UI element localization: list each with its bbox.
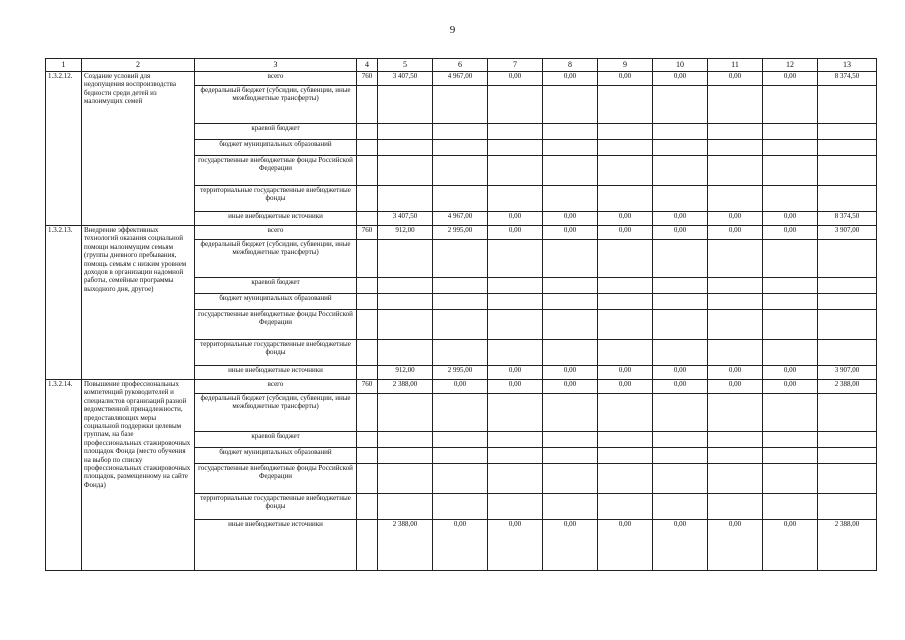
amount-cell [598,240,653,278]
table-body [46,72,877,571]
amount-cell: 912,00 [378,366,433,380]
amount-cell [433,294,488,310]
amount-cell [763,294,818,310]
amount-cell [488,464,543,494]
amount-cell [488,394,543,432]
amount-cell [433,394,488,432]
amount-cell [598,140,653,156]
column-4-code: 760 [357,380,378,394]
amount-cell [763,394,818,432]
amount-cell [378,464,433,494]
amount-cell [378,86,433,124]
funding-source: федеральный бюджет (субсидии, субвенции, иные межбюджетные трансферты) [195,240,357,278]
amount-cell [598,294,653,310]
amount-cell [653,340,708,366]
amount-cell: 0,00 [598,366,653,380]
amount-cell: 2 995,00 [433,366,488,380]
column-4-code [357,86,378,124]
funding-source: федеральный бюджет (субсидии, субвенции, иные межбюджетные трансферты) [195,394,357,432]
column-4-code [357,340,378,366]
amount-cell: 3 907,00 [818,226,877,240]
column-header: 8 [543,59,598,72]
amount-cell [378,432,433,448]
amount-cell [653,140,708,156]
amount-cell: 0,00 [543,520,598,571]
amount-cell: 0,00 [598,226,653,240]
table-row [46,72,877,86]
amount-cell [598,448,653,464]
amount-cell [653,394,708,432]
column-4-code [357,124,378,140]
amount-cell [543,394,598,432]
amount-cell: 0,00 [763,212,818,226]
amount-cell: 3 907,00 [818,366,877,380]
amount-cell [543,278,598,294]
column-header: 7 [488,59,543,72]
amount-cell: 0,00 [653,366,708,380]
amount-cell [433,124,488,140]
column-header: 6 [433,59,488,72]
item-code: 1.3.2.12. [46,72,82,226]
column-4-code [357,186,378,212]
budget-table [45,58,877,571]
amount-cell [763,432,818,448]
amount-cell [653,448,708,464]
column-4-code [357,140,378,156]
column-4-code: 760 [357,226,378,240]
column-4-code [357,240,378,278]
amount-cell [598,86,653,124]
amount-cell [433,186,488,212]
amount-cell [543,448,598,464]
funding-source: бюджет муниципальных образований [195,448,357,464]
amount-cell [818,432,877,448]
amount-cell [488,448,543,464]
column-4-code: 760 [357,72,378,86]
amount-cell [543,124,598,140]
page-number: 9 [449,24,456,36]
amount-cell [653,310,708,340]
amount-cell [543,494,598,520]
column-4-code [357,156,378,186]
funding-source: бюджет муниципальных образований [195,294,357,310]
amount-cell [378,156,433,186]
amount-cell [708,294,763,310]
column-header: 9 [598,59,653,72]
amount-cell: 0,00 [488,72,543,86]
amount-cell [653,240,708,278]
amount-cell [433,86,488,124]
amount-cell [598,156,653,186]
amount-cell [653,156,708,186]
amount-cell [818,156,877,186]
amount-cell [598,494,653,520]
amount-cell [708,310,763,340]
column-4-code [357,432,378,448]
amount-cell [708,124,763,140]
amount-cell [708,340,763,366]
amount-cell [653,464,708,494]
amount-cell: 0,00 [598,212,653,226]
amount-cell: 0,00 [708,226,763,240]
amount-cell: 3 407,50 [378,212,433,226]
amount-cell [708,464,763,494]
amount-cell: 0,00 [543,72,598,86]
amount-cell [598,310,653,340]
amount-cell [653,278,708,294]
amount-cell [708,186,763,212]
amount-cell: 0,00 [488,366,543,380]
amount-cell [818,186,877,212]
amount-cell [433,340,488,366]
amount-cell: 0,00 [598,72,653,86]
funding-source: территориальные государственные внебюджетные фонды [195,340,357,366]
amount-cell [763,186,818,212]
amount-cell [378,240,433,278]
amount-cell: 0,00 [763,226,818,240]
amount-cell: 2 388,00 [378,520,433,571]
amount-cell [708,140,763,156]
funding-source: государственные внебюджетные фонды Российской Федерации [195,464,357,494]
amount-cell [378,494,433,520]
amount-cell [378,394,433,432]
amount-cell [378,124,433,140]
amount-cell [488,294,543,310]
amount-cell [763,140,818,156]
amount-cell [433,310,488,340]
column-header: 12 [763,59,818,72]
amount-cell: 0,00 [543,226,598,240]
amount-cell [598,278,653,294]
amount-cell: 0,00 [543,380,598,394]
amount-cell [818,448,877,464]
amount-cell [433,464,488,494]
amount-cell: 3 407,50 [378,72,433,86]
column-header: 2 [82,59,195,72]
amount-cell [488,240,543,278]
column-header: 10 [653,59,708,72]
amount-cell [653,294,708,310]
amount-cell: 912,00 [378,226,433,240]
amount-cell [543,240,598,278]
amount-cell: 0,00 [763,366,818,380]
amount-cell [488,432,543,448]
amount-cell: 0,00 [708,520,763,571]
column-header: 3 [195,59,357,72]
amount-cell [818,140,877,156]
amount-cell [653,186,708,212]
amount-cell [818,294,877,310]
amount-cell: 0,00 [653,226,708,240]
item-code: 1.3.2.14. [46,380,82,571]
amount-cell [378,140,433,156]
amount-cell [378,310,433,340]
column-header: 4 [357,59,378,72]
amount-cell: 8 374,50 [818,212,877,226]
amount-cell: 0,00 [763,380,818,394]
funding-source: иные внебюджетные источники [195,366,357,380]
amount-cell [818,464,877,494]
column-4-code [357,278,378,294]
funding-source: государственные внебюджетные фонды Российской Федерации [195,156,357,186]
funding-source: государственные внебюджетные фонды Российской Федерации [195,310,357,340]
amount-cell [653,494,708,520]
item-name: Создание условий для недопущения воспроизводства бедности среди детей из малоимущих семей [82,72,195,226]
amount-cell: 0,00 [653,212,708,226]
amount-cell [598,340,653,366]
amount-cell [653,124,708,140]
amount-cell [488,310,543,340]
amount-cell [598,432,653,448]
funding-source: территориальные государственные внебюджетные фонды [195,494,357,520]
amount-cell: 0,00 [653,72,708,86]
funding-source: всего [195,226,357,240]
funding-source: всего [195,72,357,86]
amount-cell [818,394,877,432]
amount-cell: 0,00 [543,366,598,380]
amount-cell [433,432,488,448]
header-row [46,59,877,72]
amount-cell [598,394,653,432]
funding-source: краевой бюджет [195,432,357,448]
column-header: 13 [818,59,877,72]
amount-cell [488,156,543,186]
column-header: 11 [708,59,763,72]
amount-cell: 0,00 [653,380,708,394]
amount-cell [818,240,877,278]
amount-cell [543,156,598,186]
amount-cell [708,494,763,520]
amount-cell [488,140,543,156]
amount-cell: 0,00 [488,212,543,226]
amount-cell [488,124,543,140]
amount-cell: 2 995,00 [433,226,488,240]
funding-source: иные внебюджетные источники [195,520,357,571]
amount-cell [653,86,708,124]
amount-cell [708,240,763,278]
amount-cell [378,340,433,366]
amount-cell: 0,00 [543,212,598,226]
amount-cell [763,156,818,186]
amount-cell [708,156,763,186]
amount-cell: 0,00 [763,520,818,571]
amount-cell [543,186,598,212]
amount-cell: 2 388,00 [818,380,877,394]
funding-source: федеральный бюджет (субсидии, субвенции, иные межбюджетные трансферты) [195,86,357,124]
amount-cell: 8 374,50 [818,72,877,86]
amount-cell [763,278,818,294]
amount-cell [433,140,488,156]
amount-cell [543,310,598,340]
amount-cell: 4 967,00 [433,72,488,86]
amount-cell [708,278,763,294]
amount-cell [598,124,653,140]
amount-cell [598,186,653,212]
column-4-code [357,394,378,432]
table-row [46,226,877,240]
amount-cell [763,448,818,464]
amount-cell [708,432,763,448]
amount-cell [763,240,818,278]
amount-cell [378,186,433,212]
amount-cell [543,86,598,124]
amount-cell [488,340,543,366]
amount-cell [708,394,763,432]
item-code: 1.3.2.13. [46,226,82,380]
column-header: 1 [46,59,82,72]
amount-cell [433,278,488,294]
column-4-code [357,448,378,464]
amount-cell: 0,00 [763,72,818,86]
amount-cell [818,494,877,520]
amount-cell: 0,00 [708,366,763,380]
amount-cell [818,310,877,340]
amount-cell [488,186,543,212]
amount-cell: 2 388,00 [818,520,877,571]
amount-cell: 0,00 [433,520,488,571]
amount-cell [818,86,877,124]
amount-cell [433,240,488,278]
column-4-code [357,366,378,380]
amount-cell [543,140,598,156]
amount-cell [488,86,543,124]
amount-cell: 0,00 [708,380,763,394]
amount-cell [708,86,763,124]
amount-cell [598,464,653,494]
funding-source: всего [195,380,357,394]
amount-cell [488,494,543,520]
amount-cell: 0,00 [433,380,488,394]
amount-cell [818,124,877,140]
item-name: Повышение профессиональных компетенций руководителей и специалистов организаций разной ведомственной принадлежности, предоставляющих меры социальной поддержки целевым группам, на базе профессиональных стажировочных площадок Фонда (место обучения на выбор по списку профессиональных стажировочных площадок, размещенному на сайте Фонда) [82,380,195,571]
funding-source: бюджет муниципальных образований [195,140,357,156]
funding-source: краевой бюджет [195,124,357,140]
amount-cell: 0,00 [598,380,653,394]
amount-cell: 0,00 [598,520,653,571]
funding-source: иные внебюджетные источники [195,212,357,226]
amount-cell [653,432,708,448]
amount-cell [763,124,818,140]
amount-cell [378,448,433,464]
amount-cell: 0,00 [488,520,543,571]
amount-cell [543,432,598,448]
column-4-code [357,494,378,520]
amount-cell [763,340,818,366]
column-4-code [357,310,378,340]
amount-cell [543,464,598,494]
amount-cell [708,448,763,464]
amount-cell: 0,00 [653,520,708,571]
amount-cell [818,278,877,294]
amount-cell [543,340,598,366]
table-row [46,380,877,394]
amount-cell [763,310,818,340]
item-name: Внедрение эффективных технологий оказания социальной помощи малоимущим семьям (группы дневного пребывания, помощь семьям с низким уровнем доходов в организации надомной работы, семейные программы выходного дня, другое) [82,226,195,380]
amount-cell [378,294,433,310]
amount-cell: 0,00 [708,212,763,226]
amount-cell [818,340,877,366]
amount-cell [378,278,433,294]
amount-cell [433,156,488,186]
amount-cell: 0,00 [708,72,763,86]
amount-cell [488,278,543,294]
amount-cell [763,86,818,124]
funding-source: территориальные государственные внебюджетные фонды [195,186,357,212]
amount-cell [433,448,488,464]
column-header: 5 [378,59,433,72]
amount-cell: 0,00 [488,380,543,394]
amount-cell [763,494,818,520]
column-4-code [357,520,378,571]
column-4-code [357,212,378,226]
amount-cell [433,494,488,520]
amount-cell: 2 388,00 [378,380,433,394]
amount-cell [543,294,598,310]
amount-cell: 0,00 [488,226,543,240]
column-4-code [357,294,378,310]
amount-cell [763,464,818,494]
funding-source: краевой бюджет [195,278,357,294]
column-4-code [357,464,378,494]
amount-cell: 4 967,00 [433,212,488,226]
